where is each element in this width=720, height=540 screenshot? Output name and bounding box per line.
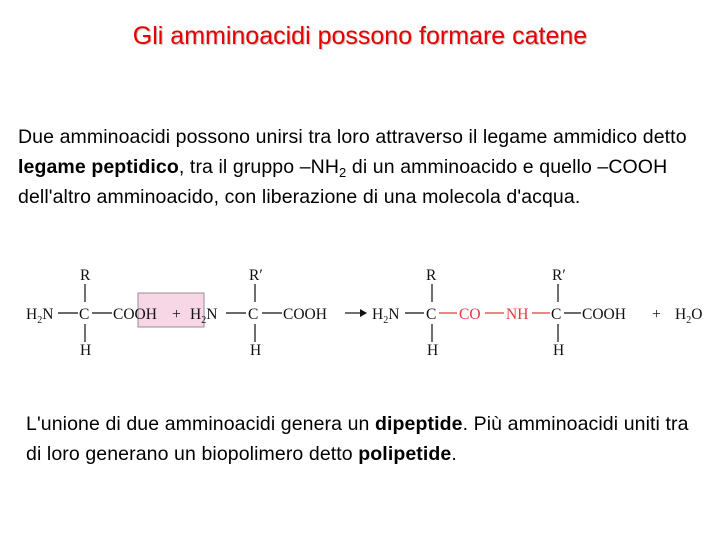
aa1-carboxyl-group: COOH — [113, 306, 157, 323]
reaction-arrow-head — [360, 309, 367, 317]
nh2-subscript: 2 — [339, 165, 347, 180]
intro-paragraph — [18, 122, 708, 212]
peptide-co-group: CO — [459, 306, 481, 323]
dipeptide-term: dipeptide — [375, 413, 463, 435]
aa1-hydrogen: H — [80, 342, 92, 359]
aa1-alpha-carbon: C — [79, 306, 90, 323]
dipeptide-amino-group: $H_2N$ — [372, 306, 400, 326]
dipeptide-alpha-carbon-1: C — [426, 306, 437, 323]
dipeptide-text-1: L'unione di due amminoacidi genera un — [26, 413, 376, 435]
dipeptide-hydrogen-1: H — [427, 342, 439, 359]
aa2-alpha-carbon: C — [248, 306, 259, 323]
slide-title: Gli amminoacidi possono formare catene — [132, 22, 588, 50]
aa2-hydrogen: H — [250, 342, 262, 359]
reactant-plus: + — [172, 306, 181, 323]
intro-text-2: , tra il gruppo –NH — [178, 156, 340, 178]
dipeptide-text-3: . — [451, 443, 457, 465]
dipeptide-r-group: R — [426, 267, 437, 284]
reaction-diagram — [20, 262, 720, 362]
intro-text-3: di un amminoacido e quello –COOH dell'altro amminoacido, con liberazione di una molecola d'acqua. — [18, 156, 668, 208]
aa2-r-group: R′ — [249, 267, 263, 284]
dipeptide-paragraph — [26, 409, 706, 469]
aa2-carboxyl-group: COOH — [283, 306, 327, 323]
legame-peptidico-term: legame peptidico — [18, 156, 179, 178]
dipeptide-hydrogen-2: H — [553, 342, 565, 359]
aa2-amino-group: $H_2N$ — [190, 306, 218, 326]
dipeptide-text-2: . Più amminoacidi uniti tra di loro generano un biopolimero detto — [26, 413, 689, 465]
product-plus: + — [652, 306, 661, 323]
peptide-bond-reaction — [20, 262, 720, 362]
water-molecule: $H_2O$ — [675, 306, 703, 326]
dipeptide-carboxyl-group: COOH — [582, 306, 626, 323]
peptide-nh-group: NH — [506, 306, 529, 323]
dipeptide-r-prime-group: R′ — [552, 267, 566, 284]
aa1-amino-group: $H_2N$ — [26, 306, 54, 326]
aa1-r-group: R — [80, 267, 91, 284]
polipetide-term: polipetide — [358, 443, 452, 465]
dipeptide-alpha-carbon-2: C — [551, 306, 562, 323]
intro-text-1: Due amminoacidi possono unirsi tra loro attraverso il legame ammidico detto — [18, 126, 687, 148]
